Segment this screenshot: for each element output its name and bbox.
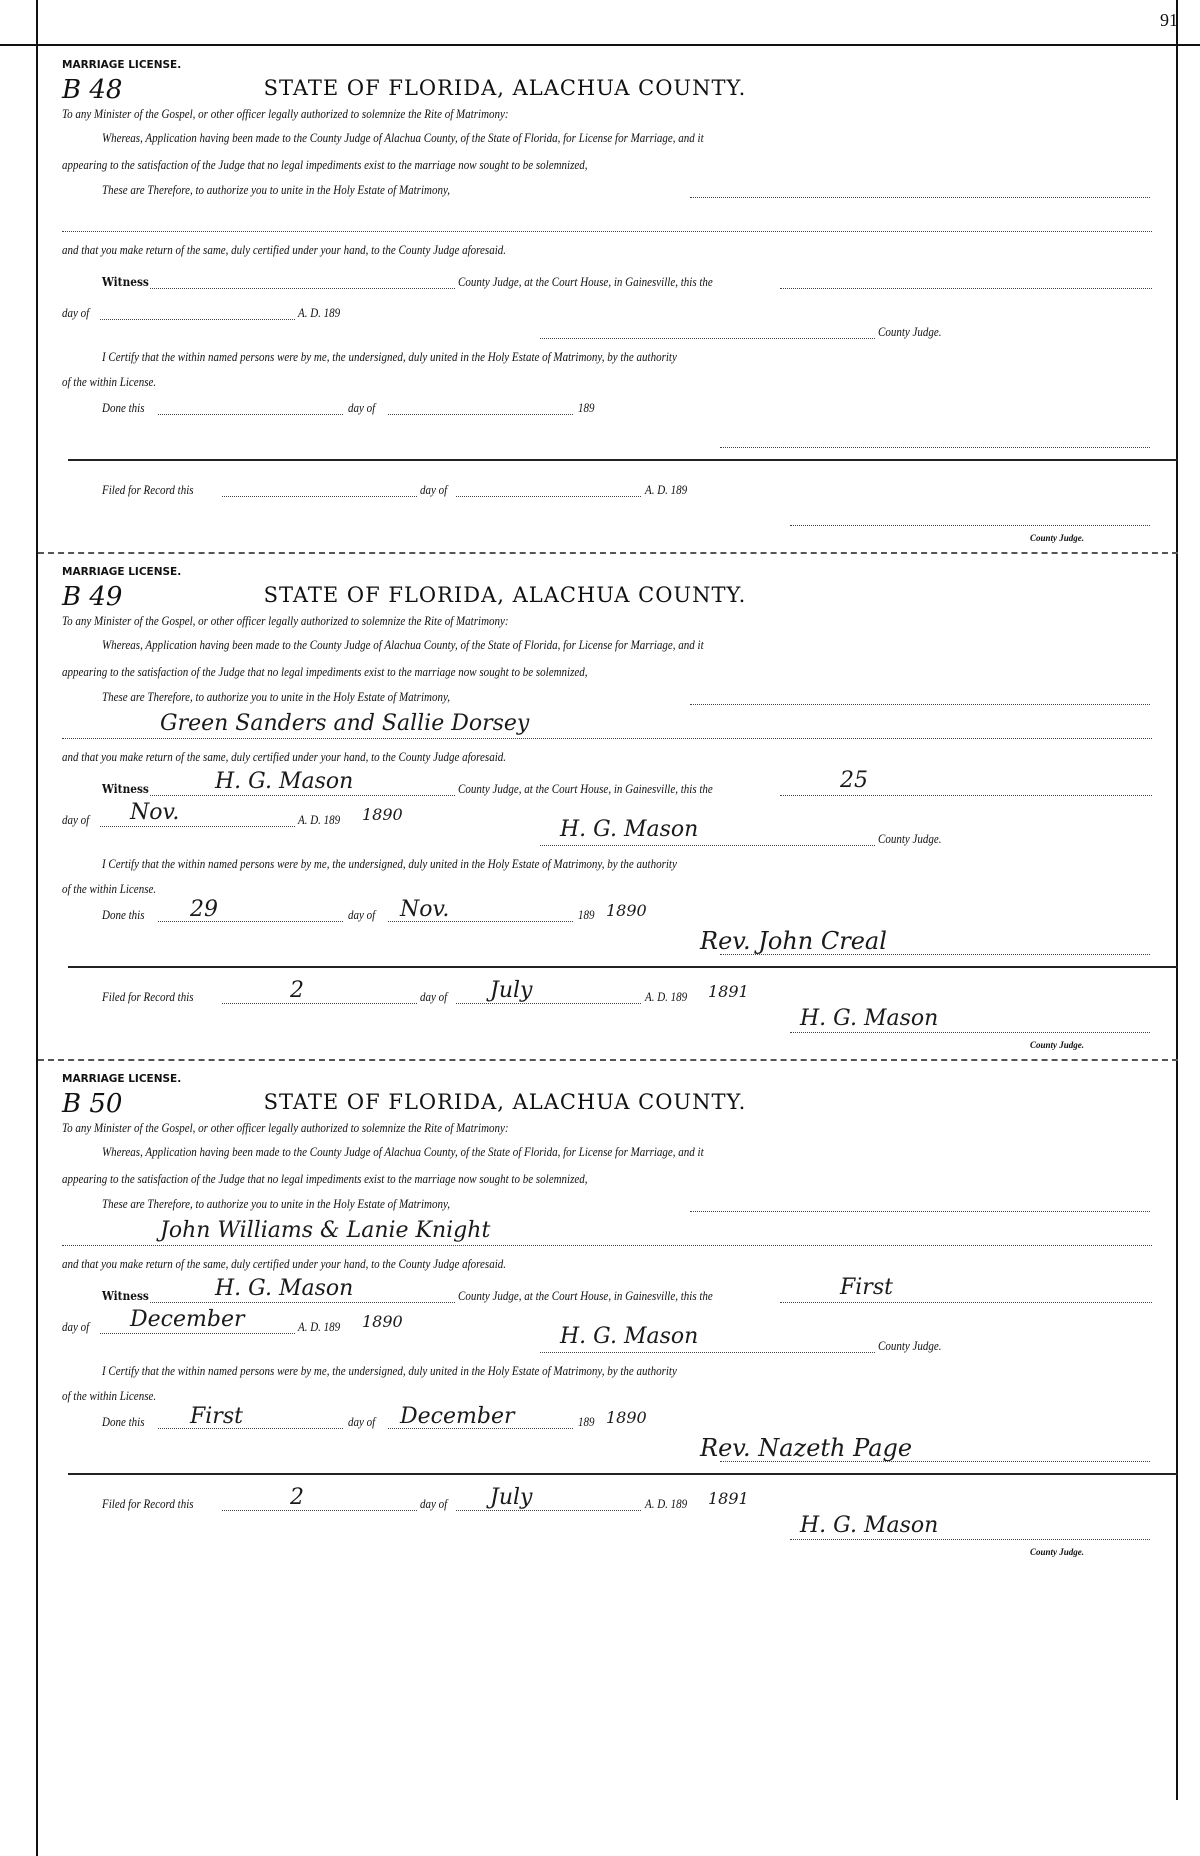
issue-year: 1890 [362, 1312, 403, 1331]
certify-line: I Certify that the within named persons were by me, the undersigned, duly united in the Holy Estate of Matrimony, by the authority [102, 857, 677, 871]
done-month: December [400, 1404, 515, 1429]
court-line: County Judge, at the Court House, in Gainesville, this the [458, 275, 713, 289]
filed-label: Filed for Record this [102, 990, 194, 1004]
done-year-label: 189 [578, 1415, 595, 1429]
appearing-line: appearing to the satisfaction of the Judge that no legal impediments exist to the marriage now sought to be solemnized, [62, 158, 588, 172]
filed-judge-dotted-line [790, 1032, 1150, 1033]
appearing-line: appearing to the satisfaction of the Judge that no legal impediments exist to the marriage now sought to be solemnized, [62, 1172, 588, 1186]
top-border [0, 44, 1200, 46]
filed-day-dotted-line [222, 1003, 417, 1004]
done-this-label: Done this [102, 908, 145, 922]
county-judge-label: County Judge. [878, 325, 942, 339]
done-this-label: Done this [102, 401, 145, 415]
done-day-dotted-line [158, 414, 343, 415]
court-line: County Judge, at the Court House, in Gainesville, this the [458, 1289, 713, 1303]
day-of-label: day of [62, 1320, 90, 1334]
filed-day: 2 [290, 978, 304, 1003]
license-number: B 50 [62, 1089, 123, 1119]
filed-judge-signature: H. G. Mason [800, 1513, 939, 1538]
license-header: MARRIAGE LICENSE. [62, 566, 182, 578]
filed-judge-signature: H. G. Mason [800, 1006, 939, 1031]
county-judge-label: County Judge. [878, 1339, 942, 1353]
filed-month-dotted-line [456, 1510, 641, 1511]
filed-day-dotted-line [222, 1510, 417, 1511]
return-line: and that you make return of the same, duly certified under your hand, to the County Judge aforesaid. [62, 243, 507, 257]
witness-label: Witness [102, 782, 149, 796]
judge-signature: H. G. Mason [560, 817, 699, 842]
therefore-dotted-line [690, 704, 1150, 705]
day-of-label: day of [62, 813, 90, 827]
marriage-license-0 [0, 55, 1200, 555]
appearing-line: appearing to the satisfaction of the Judge that no legal impediments exist to the marriage now sought to be solemnized, [62, 665, 588, 679]
license-title: STATE OF FLORIDA, ALACHUA COUNTY. [263, 583, 747, 607]
page-number: 91 [1160, 10, 1178, 30]
license-title: STATE OF FLORIDA, ALACHUA COUNTY. [263, 1090, 747, 1114]
issue-month: December [130, 1307, 245, 1332]
section-rule [68, 966, 1178, 968]
within-license-line: of the within License. [62, 375, 157, 389]
filed-judge-dotted-line [790, 1539, 1150, 1540]
filed-day-of-label: day of [420, 990, 448, 1004]
ad-label: A. D. 189 [298, 813, 341, 827]
names-dotted-line [62, 1245, 1152, 1246]
day-dotted-line [780, 1302, 1152, 1303]
done-day-dotted-line [158, 1428, 343, 1429]
done-day: 29 [190, 897, 218, 922]
whereas-line: Whereas, Application having been made to the County Judge of Alachua County, of the State of Florida, for License for Marriage, and it [102, 638, 704, 652]
filed-month: July [490, 978, 533, 1003]
filed-year: 1891 [708, 982, 749, 1001]
county-judge-small-label: County Judge. [1030, 533, 1085, 543]
judge-dotted-line [540, 1352, 875, 1353]
license-header: MARRIAGE LICENSE. [62, 1073, 182, 1085]
filed-ad-label: A. D. 189 [645, 990, 688, 1004]
address-line: To any Minister of the Gospel, or other officer legally authorized to solemnize the Rite of Matrimony: [62, 107, 509, 121]
done-year: 1890 [606, 1408, 647, 1427]
issue-month: Nov. [130, 800, 180, 825]
section-rule [68, 1473, 1178, 1475]
within-license-line: of the within License. [62, 882, 157, 896]
whereas-line: Whereas, Application having been made to the County Judge of Alachua County, of the State of Florida, for License for Marriage, and it [102, 1145, 704, 1159]
done-day: First [190, 1404, 243, 1429]
therefore-dotted-line [690, 1211, 1150, 1212]
county-judge-label: County Judge. [878, 832, 942, 846]
address-line: To any Minister of the Gospel, or other officer legally authorized to solemnize the Rite of Matrimony: [62, 614, 509, 628]
witness-dotted-line [150, 795, 455, 796]
marriage-license-1 [0, 562, 1200, 1062]
judge-dotted-line [540, 338, 875, 339]
court-line: County Judge, at the Court House, in Gainesville, this the [458, 782, 713, 796]
address-line: To any Minister of the Gospel, or other officer legally authorized to solemnize the Rite of Matrimony: [62, 1121, 509, 1135]
therefore-line: These are Therefore, to authorize you to unite in the Holy Estate of Matrimony, [102, 690, 450, 704]
filed-year: 1891 [708, 1489, 749, 1508]
therefore-line: These are Therefore, to authorize you to unite in the Holy Estate of Matrimony, [102, 183, 450, 197]
ad-label: A. D. 189 [298, 1320, 341, 1334]
filed-month-dotted-line [456, 1003, 641, 1004]
done-year-label: 189 [578, 401, 595, 415]
done-day-of-label: day of [348, 401, 376, 415]
officiant-signature: Rev. John Creal [700, 927, 887, 955]
officiant-dotted-line [720, 447, 1150, 448]
names-dotted-line [62, 231, 1152, 232]
witness-label: Witness [102, 275, 149, 289]
filed-label: Filed for Record this [102, 483, 194, 497]
whereas-line: Whereas, Application having been made to the County Judge of Alachua County, of the State of Florida, for License for Marriage, and it [102, 131, 704, 145]
license-title: STATE OF FLORIDA, ALACHUA COUNTY. [263, 76, 747, 100]
filed-day-dotted-line [222, 496, 417, 497]
filed-judge-dotted-line [790, 525, 1150, 526]
county-judge-small-label: County Judge. [1030, 1040, 1085, 1050]
filed-day-of-label: day of [420, 483, 448, 497]
month-dotted-line [100, 1333, 295, 1334]
month-dotted-line [100, 826, 295, 827]
day-dotted-line [780, 795, 1152, 796]
license-header: MARRIAGE LICENSE. [62, 59, 182, 71]
county-judge-small-label: County Judge. [1030, 1547, 1085, 1557]
month-dotted-line [100, 319, 295, 320]
witness-label: Witness [102, 1289, 149, 1303]
witness-signature: H. G. Mason [215, 769, 354, 794]
therefore-line: These are Therefore, to authorize you to unite in the Holy Estate of Matrimony, [102, 1197, 450, 1211]
filed-day-of-label: day of [420, 1497, 448, 1511]
license-separator [38, 1059, 1178, 1061]
certify-line: I Certify that the within named persons were by me, the undersigned, duly united in the Holy Estate of Matrimony, by the authority [102, 1364, 677, 1378]
done-month: Nov. [400, 897, 450, 922]
witness-dotted-line [150, 1302, 455, 1303]
issue-day: 25 [840, 768, 868, 793]
officiant-signature: Rev. Nazeth Page [700, 1434, 913, 1462]
therefore-dotted-line [690, 197, 1150, 198]
within-license-line: of the within License. [62, 1389, 157, 1403]
issue-year: 1890 [362, 805, 403, 824]
judge-signature: H. G. Mason [560, 1324, 699, 1349]
issue-day: First [840, 1275, 893, 1300]
done-month-dotted-line [388, 414, 573, 415]
return-line: and that you make return of the same, duly certified under your hand, to the County Judge aforesaid. [62, 1257, 507, 1271]
witness-signature: H. G. Mason [215, 1276, 354, 1301]
certify-line: I Certify that the within named persons were by me, the undersigned, duly united in the Holy Estate of Matrimony, by the authority [102, 350, 677, 364]
done-day-dotted-line [158, 921, 343, 922]
witness-dotted-line [150, 288, 455, 289]
return-line: and that you make return of the same, duly certified under your hand, to the County Judge aforesaid. [62, 750, 507, 764]
names-dotted-line [62, 738, 1152, 739]
couple-names: Green Sanders and Sallie Dorsey [160, 711, 530, 736]
license-number: B 48 [62, 75, 123, 105]
ad-label: A. D. 189 [298, 306, 341, 320]
judge-dotted-line [540, 845, 875, 846]
couple-names: John Williams & Lanie Knight [160, 1218, 491, 1243]
filed-ad-label: A. D. 189 [645, 483, 688, 497]
filed-month-dotted-line [456, 496, 641, 497]
filed-month: July [490, 1485, 533, 1510]
done-day-of-label: day of [348, 1415, 376, 1429]
day-dotted-line [780, 288, 1152, 289]
filed-day: 2 [290, 1485, 304, 1510]
license-separator [38, 552, 1178, 554]
license-number: B 49 [62, 582, 123, 612]
done-day-of-label: day of [348, 908, 376, 922]
day-of-label: day of [62, 306, 90, 320]
done-this-label: Done this [102, 1415, 145, 1429]
filed-ad-label: A. D. 189 [645, 1497, 688, 1511]
done-year-label: 189 [578, 908, 595, 922]
section-rule [68, 459, 1178, 461]
done-year: 1890 [606, 901, 647, 920]
marriage-license-2 [0, 1069, 1200, 1569]
filed-label: Filed for Record this [102, 1497, 194, 1511]
